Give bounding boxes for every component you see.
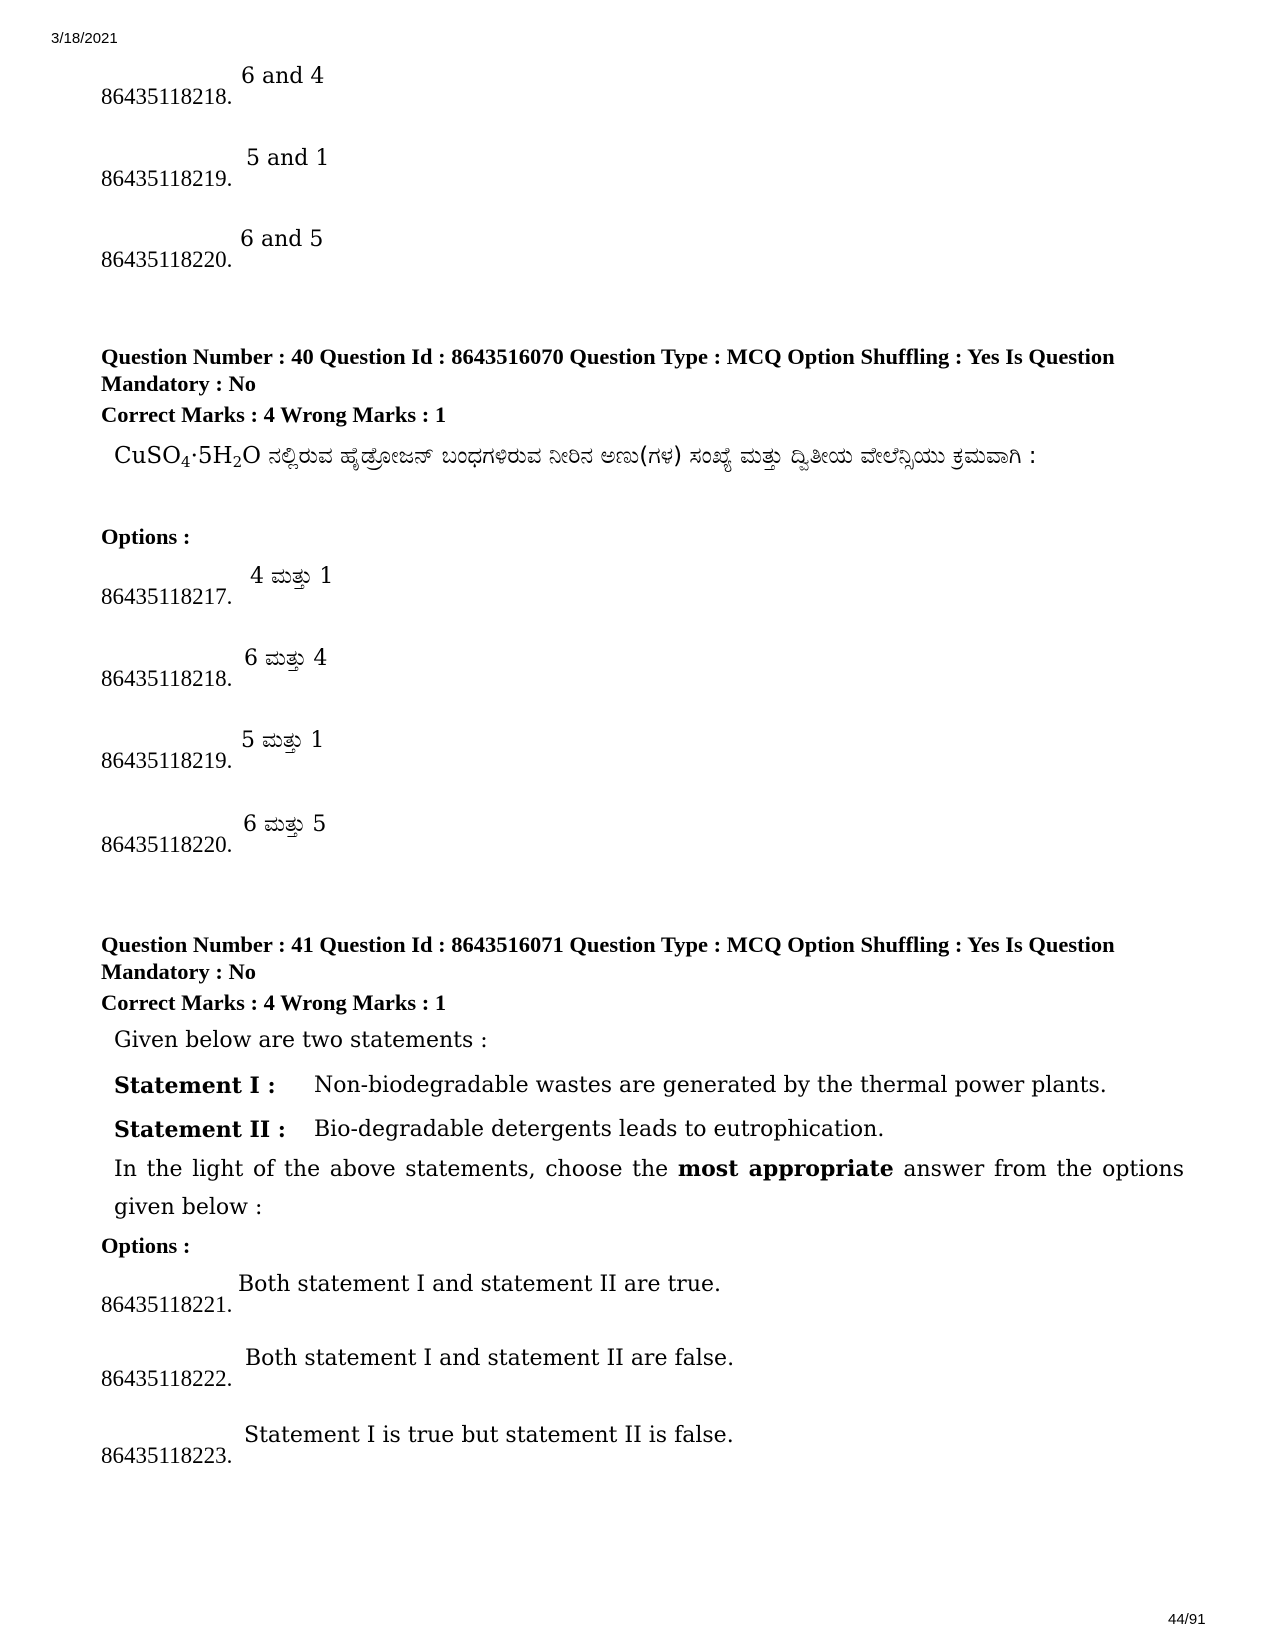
option-text: 6 ಮತ್ತು 4 xyxy=(244,646,328,671)
option-text: Both statement I and statement II are true. xyxy=(238,1272,722,1297)
option-id: 86435118217. xyxy=(101,584,233,609)
option-row xyxy=(101,1417,1201,1467)
option-id: 86435118218. xyxy=(101,666,233,691)
question-41-intro: Given below are two statements : xyxy=(114,1028,488,1053)
statement-1-label: Statement I : xyxy=(114,1073,276,1099)
statement-2-text: Bio-degradable detergents leads to eutrophication. xyxy=(314,1117,885,1142)
option-row xyxy=(101,722,1201,772)
option-id: 86435118218. xyxy=(101,84,233,109)
option-text: 6 and 4 xyxy=(241,64,325,89)
chemical-formula: $CuSO_4\cdot 5H_2O$ xyxy=(114,443,261,471)
option-row xyxy=(101,640,1201,690)
option-text: 5 and 1 xyxy=(246,146,330,171)
option-text: 4 ಮತ್ತು 1 xyxy=(250,564,334,589)
print-date: 3/18/2021 xyxy=(51,30,118,47)
page-number: 44/91 xyxy=(1168,1611,1206,1628)
question-41-header: Question Number : 41 Question Id : 8643516071 Question Type : MCQ Option Shuffling : Yes Is Question Mandatory : No xyxy=(101,932,1115,984)
option-text: Both statement I and statement II are false. xyxy=(245,1346,735,1371)
option-row xyxy=(101,221,1201,271)
option-row xyxy=(101,806,1201,856)
option-text: 6 ಮತ್ತು 5 xyxy=(243,812,327,837)
statement-1-text: Non-biodegradable wastes are generated by the thermal power plants. xyxy=(314,1073,1107,1098)
option-row xyxy=(101,558,1201,608)
option-text: 5 ಮತ್ತು 1 xyxy=(241,728,325,753)
option-id: 86435118220. xyxy=(101,247,233,272)
statement-2-label: Statement II : xyxy=(114,1117,286,1143)
options-label: Options : xyxy=(101,524,191,549)
option-id: 86435118219. xyxy=(101,166,233,191)
question-40-header: Question Number : 40 Question Id : 8643516070 Question Type : MCQ Option Shuffling : Yes Is Question Mandatory : No xyxy=(101,344,1115,396)
options-label: Options : xyxy=(101,1233,191,1258)
option-id: 86435118220. xyxy=(101,832,233,857)
option-id: 86435118222. xyxy=(101,1366,233,1391)
option-text: Statement I is true but statement II is false. xyxy=(244,1423,734,1448)
question-40-stem xyxy=(114,433,1194,485)
option-id: 86435118219. xyxy=(101,748,233,773)
option-row xyxy=(101,1340,1201,1390)
question-40-marks: Correct Marks : 4 Wrong Marks : 1 xyxy=(101,402,447,427)
question-40-stem-text: ನಲ್ಲಿರುವ ಹೈಡ್ರೋಜನ್ ಬಂಧಗಳಿರುವ ನೀರಿನ ಅಣು(ಗಳ) ಸಂಖ್ಯೆ ಮತ್ತು ದ್ವಿತೀಯ ವೇಲೆನ್ಸಿಯು ಕ್ರಮವಾಗಿ : xyxy=(268,443,1037,469)
option-id: 86435118223. xyxy=(101,1443,233,1468)
question-41-marks: Correct Marks : 4 Wrong Marks : 1 xyxy=(101,990,447,1015)
option-text: 6 and 5 xyxy=(240,227,324,252)
option-row xyxy=(101,58,1201,108)
option-row xyxy=(101,1266,1201,1316)
option-id: 86435118221. xyxy=(101,1292,233,1317)
option-row xyxy=(101,140,1201,190)
question-41-instruction: In the light of the above statements, choose the most appropriate answer from the options given below : xyxy=(114,1156,1184,1220)
